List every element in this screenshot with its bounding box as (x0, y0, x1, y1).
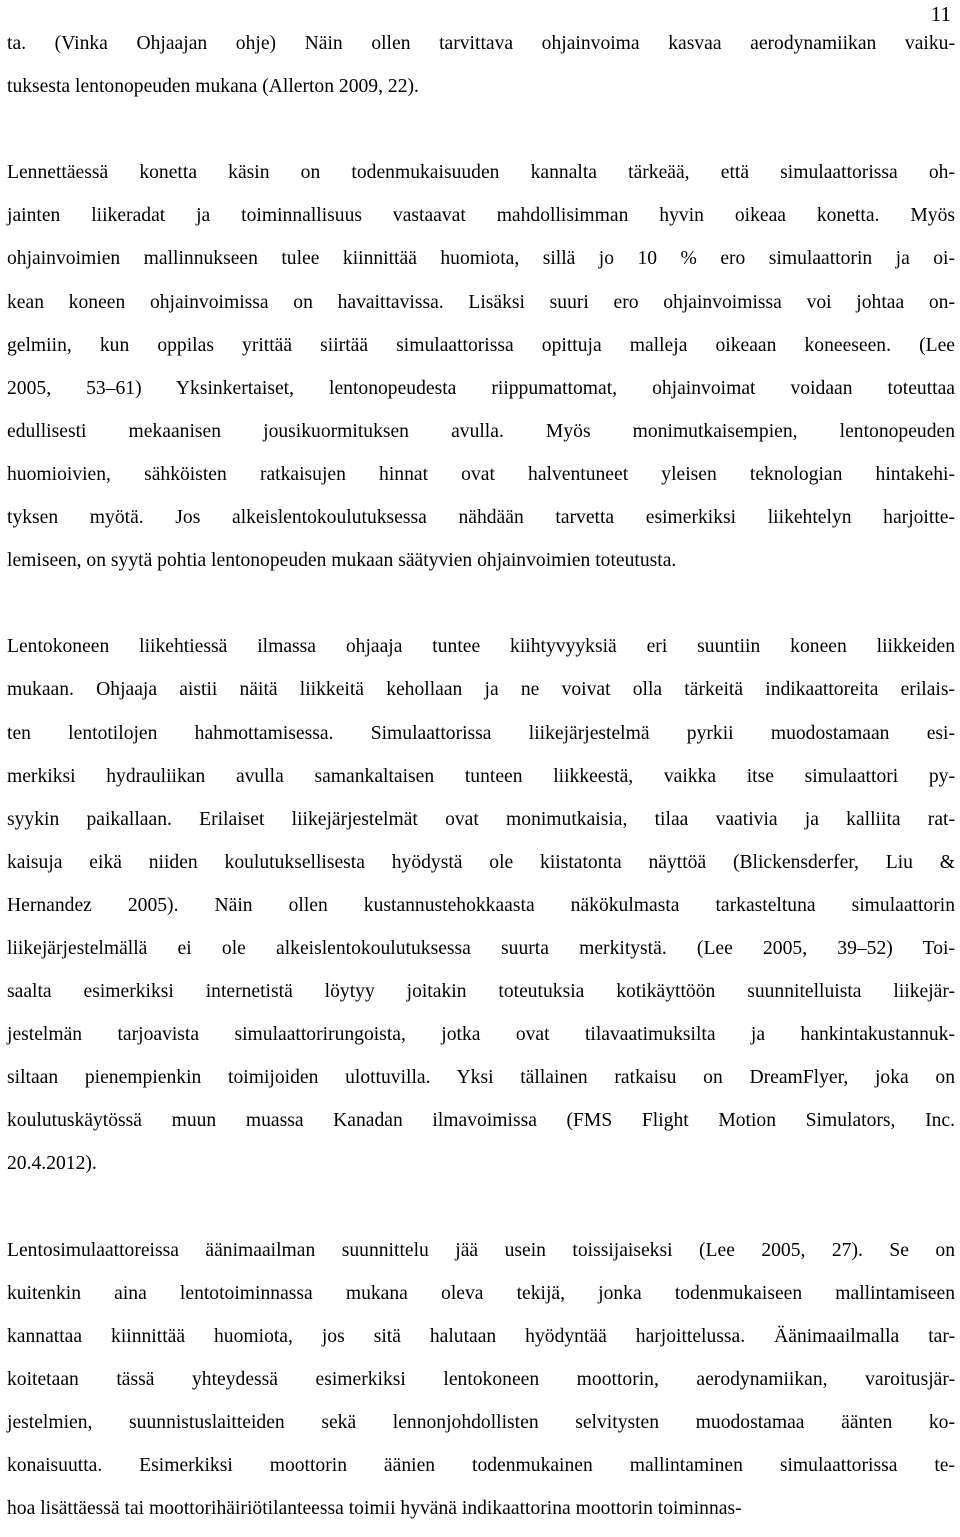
text-line: jestelmien, suunnistuslaitteiden sekä lennonjohdollisten selvitysten muodostamaa äänten ko- (7, 1412, 955, 1433)
text-line: huomioivien, sähköisten ratkaisujen hinnat ovat halventuneet yleisen teknologian hintakehi- (7, 463, 955, 485)
text-line: Lentosimulaattoreissa äänimaailman suunnittelu jää usein toissijaiseksi (Lee 2005, 27). Se on (7, 1239, 955, 1261)
text-line: saalta esimerkiksi internetistä löytyy joitakin toteutuksia kotikäyttöön suunnitelluista liikejär- (7, 981, 955, 1003)
text-line: hoa lisättäessä tai moottorihäiriötilanteessa toimii hyvänä indikaattorina moottorin toiminnas- (7, 1498, 742, 1520)
text-line: lemiseen, on syytä pohtia lentonopeuden mukaan säätyvien ohjainvoimien toteutusta. (7, 550, 677, 572)
text-line: mukaan. Ohjaaja aistii näitä liikkeitä kehollaan ja ne voivat olla tärkeitä indikaattoreita erilais- (7, 679, 955, 701)
text-line: jestelmän tarjoavista simulaattorirungoista, jotka ovat tilavaatimuksilta ja hankintakustannuk- (7, 1024, 955, 1046)
text-line: ta. (Vinka Ohjaajan ohje) Näin ollen tarvittava ohjainvoima kasvaa aerodynamiikan vaiku- (7, 33, 955, 54)
paragraph-4 (7, 1229, 955, 1531)
page-number: 11 (930, 2, 951, 26)
text-line: Lentokoneen liikehtiessä ilmassa ohjaaja tuntee kiihtyvyyksiä eri suuntiin koneen liikkeiden (7, 636, 955, 658)
paragraph-gap (7, 1186, 955, 1229)
text-line: 20.4.2012). (7, 1153, 97, 1175)
text-line: kaisuja eikä niiden koulutuksellisesta hyödystä ole kiistatonta näyttöä (Blickensderfer, Liu & (7, 851, 955, 873)
text-line: 2005, 53–61) Yksinkertaiset, lentonopeudesta riippumattomat, ohjainvoimat voidaan toteuttaa (7, 377, 955, 399)
text-line: siltaan pienempienkin toimijoiden ulottuvilla. Yksi tällainen ratkaisu on DreamFlyer, joka on (7, 1067, 955, 1089)
text-line: gelmiin, kun oppilas yrittää siirtää simulaattorissa opittuja malleja oikeaan koneeseen. (Lee (7, 334, 955, 356)
text-line: ohjainvoimien mallinnukseen tulee kiinnittää huomiota, sillä jo 10 % ero simulaattorin ja oi- (7, 248, 955, 270)
paragraph-gap (7, 582, 955, 625)
paragraph-3 (7, 625, 955, 1185)
text-line: kannattaa kiinnittää huomiota, jos sitä halutaan hyödyntää harjoittelussa. Äänimaailmalla tar- (7, 1325, 955, 1347)
text-line: tuksesta lentonopeuden mukana (Allerton 2009, 22). (7, 76, 419, 98)
paragraph-2 (7, 151, 955, 582)
text-line: jainten liikeradat ja toiminnallisuus vastaavat mahdollisimman hyvin oikeaa konetta. Myös (7, 205, 955, 227)
text-line: kuitenkin aina lentotoiminnassa mukana oleva tekijä, jonka todenmukaiseen mallintamiseen (7, 1282, 955, 1304)
text-line: edullisesti mekaanisen jousikuormituksen avulla. Myös monimutkaisempien, lentonopeuden (7, 420, 955, 442)
text-line: konaisuutta. Esimerkiksi moottorin äänien todenmukainen mallintaminen simulaattorissa te- (7, 1455, 955, 1477)
text-line: tyksen myötä. Jos alkeislentokoulutuksessa nähdään tarvetta esimerkiksi liikehtelyn harjoitte- (7, 507, 955, 529)
text-line: liikejärjestelmällä ei ole alkeislentokoulutuksessa suurta merkitystä. (Lee 2005, 39–52) Toi- (7, 937, 955, 959)
paragraph-1 (7, 22, 955, 108)
text-line: syykin paikallaan. Erilaiset liikejärjestelmät ovat monimutkaisia, tilaa vaativia ja kalliita rat- (7, 808, 955, 830)
text-line: merkiksi hydrauliikan avulla samankaltaisen tunteen liikkeestä, vaikka itse simulaattori py- (7, 765, 955, 787)
text-line: Hernandez 2005). Näin ollen kustannustehokkaasta näkökulmasta tarkasteltuna simulaattorin (7, 894, 955, 916)
text-line: koulutuskäytössä muun muassa Kanadan ilmavoimissa (FMS Flight Motion Simulators, Inc. (7, 1110, 955, 1132)
text-line: Lennettäessä konetta käsin on todenmukaisuuden kannalta tärkeää, että simulaattorissa oh- (7, 162, 955, 184)
text-line: koitetaan tässä yhteydessä esimerkiksi lentokoneen moottorin, aerodynamiikan, varoitusjär- (7, 1368, 955, 1390)
document-body (7, 22, 955, 1530)
paragraph-gap (7, 108, 955, 151)
text-line: ten lentotilojen hahmottamisessa. Simulaattorissa liikejärjestelmä pyrkii muodostamaan esi- (7, 722, 955, 744)
text-line: kean koneen ohjainvoimissa on havaittavissa. Lisäksi suuri ero ohjainvoimissa voi johtaa on- (7, 291, 955, 313)
